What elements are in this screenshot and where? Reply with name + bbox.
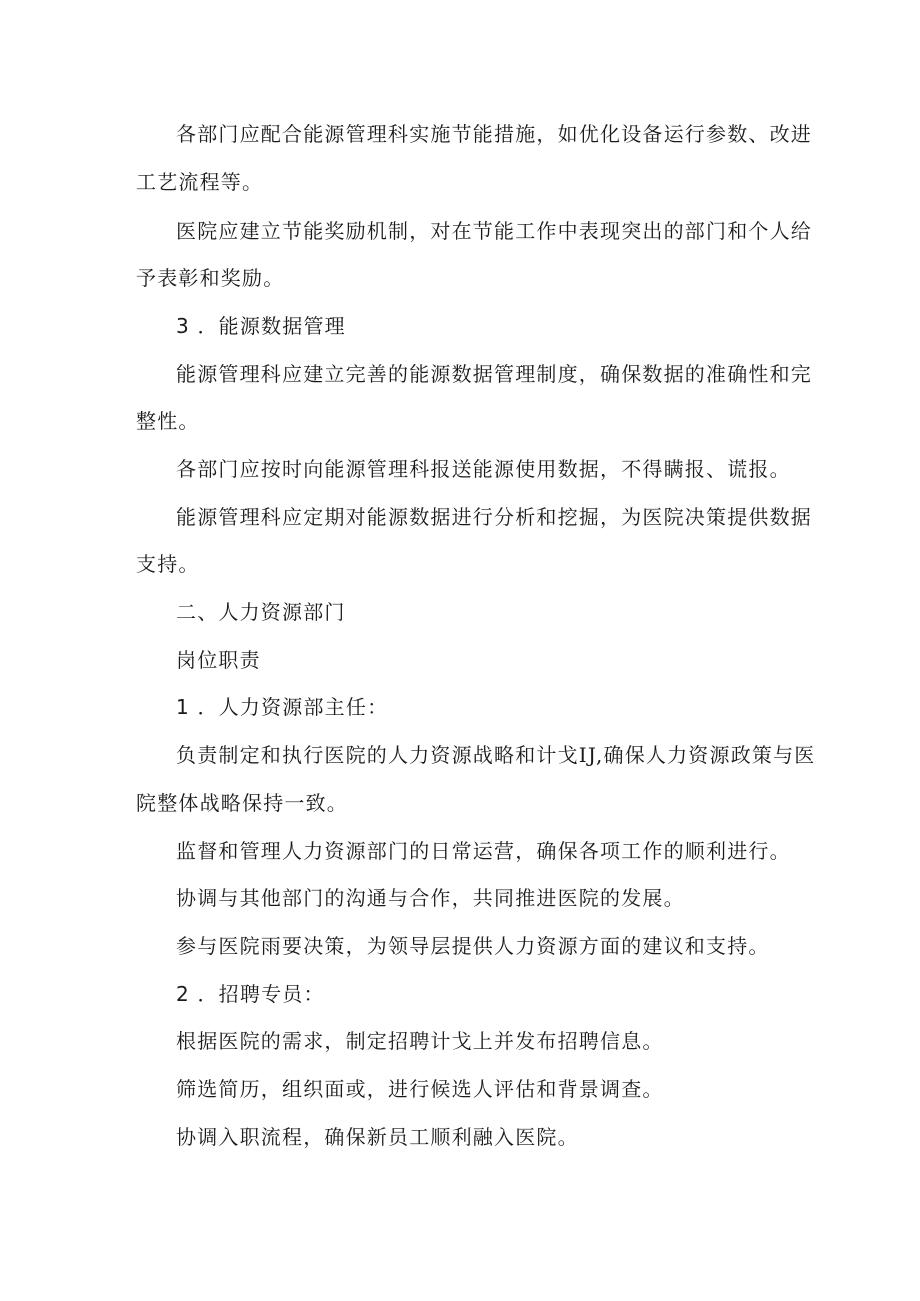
paragraph-line: 能源管理科应建立完善的能源数据管理制度，确保数据的准确性和完 (176, 362, 812, 386)
paragraph-line: 负责制定和执行医院的人力资源战略和计戈IJ,确保人力资源政策与医 (176, 743, 816, 767)
paragraph: 协调与其他部门的沟通与合作，共同推进医院的发展。 (176, 886, 685, 910)
section-heading: 二、人力资源部门 (176, 600, 346, 624)
paragraph: 协调入职流程，确保新员工顺利融入医院。 (176, 1125, 579, 1149)
paragraph-line: 能源管理科应定期对能源数据进行分析和挖掘，为医院决策提供数据 (176, 505, 812, 529)
paragraph: 参与医院雨要决策，为领导层提供人力资源方面的建议和支持。 (176, 934, 770, 958)
paragraph-line: 予表彰和奖励。 (136, 266, 285, 290)
paragraph-line: 院整体战略保持一致。 (136, 791, 348, 815)
paragraph: 筛选简历，组织面或，进行候选人评估和背景调查。 (176, 1077, 664, 1101)
section-heading: 3 ．能源数据管理 (176, 314, 346, 338)
paragraph-line: 工艺流程等。 (136, 170, 264, 194)
paragraph-line: 医院应建立节能奖励机制，对在节能工作中表现突出的部门和个人给 (176, 219, 812, 243)
paragraph-line: 支持。 (136, 552, 200, 576)
role-heading: 2 ．招聘专员： (176, 982, 325, 1006)
paragraph-line: 各部门应配合能源管理科实施节能措施，如优化设备运行参数、改进 (176, 122, 812, 146)
paragraph: 根据医院的需求，制定招聘计戈上并发布招聘信息。 (176, 1029, 664, 1053)
role-heading: 1 ．人力资源部主任： (176, 695, 389, 719)
paragraph-line: 整性。 (136, 409, 200, 433)
paragraph: 各部门应按时向能源管理科报送能源使用数据，不得瞒报、谎报。 (176, 457, 791, 481)
paragraph: 监督和管理人力资源部门的日常运营，确保各项工作的顺利进行。 (176, 839, 791, 863)
subsection-heading: 岗位职责 (176, 648, 261, 672)
